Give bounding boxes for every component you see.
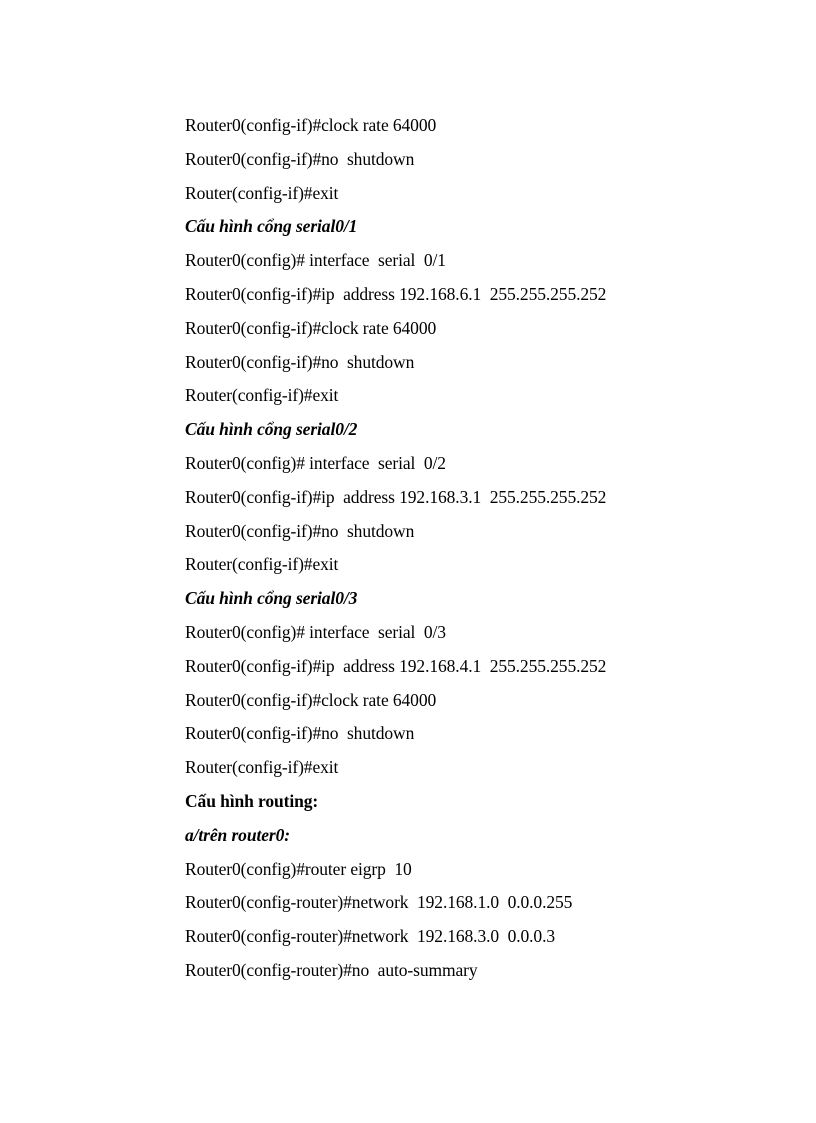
config-line: Router0(config-if)#ip address 192.168.6.1 255.255.255.252 — [185, 283, 607, 304]
config-line: Router(config-if)#exit — [185, 385, 339, 406]
config-line: Router0(config-if)#ip address 192.168.3.1 255.255.255.252 — [185, 486, 607, 507]
config-line: Router0(config-if)#no shutdown — [185, 351, 415, 372]
config-line: Router0(config-router)#no auto-summary — [185, 959, 478, 980]
config-line: Router0(config-if)#clock rate 64000 — [185, 115, 437, 135]
config-line: Router0(config)# interface serial 0/2 — [185, 452, 446, 473]
section-heading-routing: Cấu hình routing: — [185, 790, 319, 811]
document-body — [185, 113, 785, 992]
config-line: Router0(config-if)#clock rate 64000 — [185, 317, 437, 338]
config-line: Router0(config)# interface serial 0/1 — [185, 250, 446, 271]
section-heading: Cấu hình cổng serial0/1 — [185, 216, 358, 237]
config-line: Router0(config-if)#no shutdown — [185, 723, 415, 744]
section-heading: Cấu hình cổng serial0/3 — [185, 588, 358, 609]
config-line: Router0(config)#router eigrp 10 — [185, 858, 412, 879]
section-heading: Cấu hình cổng serial0/2 — [185, 419, 358, 440]
subsection-heading: a/trên router0: — [185, 824, 290, 845]
config-line: Router0(config-router)#network 192.168.1.0 0.0.0.255 — [185, 892, 573, 913]
config-line: Router0(config-if)#ip address 192.168.4.1 255.255.255.252 — [185, 655, 607, 676]
config-line: Router0(config)# interface serial 0/3 — [185, 621, 446, 642]
config-line: Router0(config-router)#network 192.168.3.0 0.0.0.3 — [185, 926, 555, 947]
config-line: Router0(config-if)#no shutdown — [185, 148, 415, 169]
config-line: Router0(config-if)#no shutdown — [185, 520, 415, 541]
config-line: Router(config-if)#exit — [185, 182, 339, 203]
config-line: Router(config-if)#exit — [185, 554, 339, 575]
config-line: Router0(config-if)#clock rate 64000 — [185, 689, 437, 710]
config-line: Router(config-if)#exit — [185, 757, 339, 778]
